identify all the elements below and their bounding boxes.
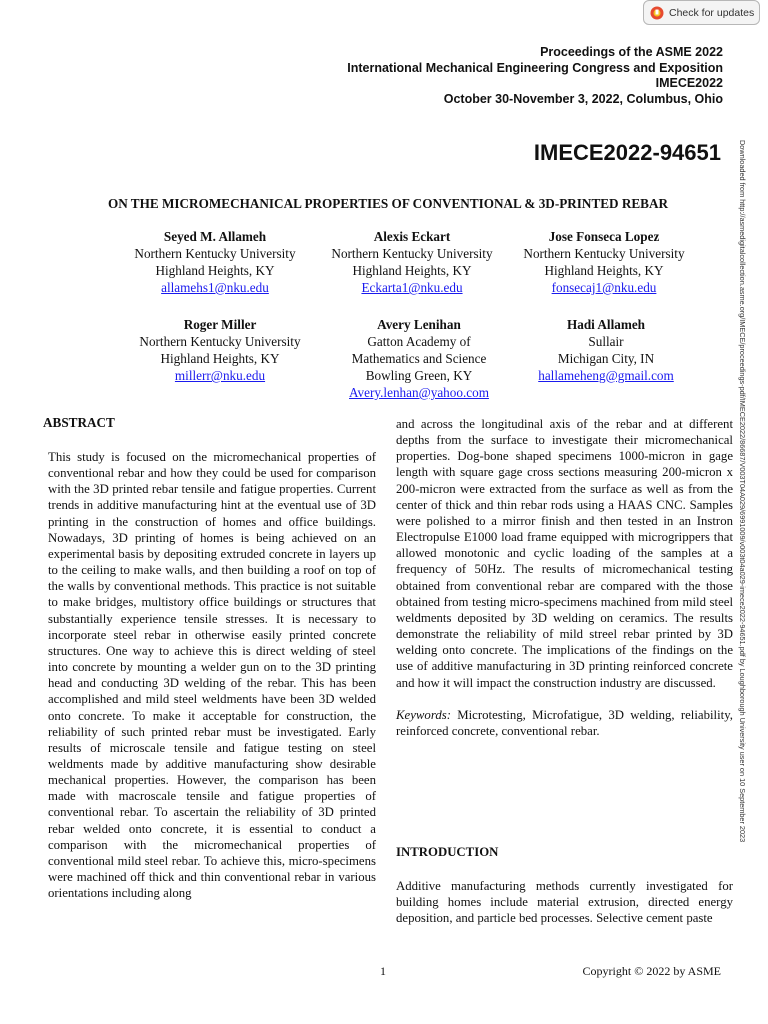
- author-block: [115, 228, 315, 296]
- keywords-label: Keywords:: [396, 707, 451, 722]
- proceedings-line-3: IMECE2022: [655, 76, 723, 90]
- keywords-text: Microtesting, Microfatigue, 3D welding, reliability, reinforced concrete, conventional rebar.: [396, 707, 733, 738]
- download-watermark: Downloaded from http://asmedigitalcollection.asme.org/IMECE/proceedings-pdf/IMECE2022/86687/V003T04A029/6991009/v003t04a029-imece2022-94651.pdf by Loughborough University user on 10 September 2023: [738, 140, 747, 843]
- check-for-updates-label: Check for updates: [669, 6, 755, 19]
- author-affiliation: Northern Kentucky University: [523, 246, 685, 261]
- author-block: [120, 316, 320, 384]
- author-affiliation: Northern Kentucky University: [139, 334, 301, 349]
- author-affiliation-2: Mathematics and Science: [351, 351, 487, 366]
- author-email-link[interactable]: Avery.lenhan@yahoo.com: [349, 385, 489, 400]
- proceedings-header: [347, 45, 723, 107]
- abstract-text-right: and across the longitudinal axis of the rebar and at different depths from the surface to investigate their micromechanical properties. Dog-bone shaped specimens 1000-micron in gage length with square gage cross sections measuring 200-micron x 200-micron were extracted from the surface as well as from the center of thick and thin rebar rods using a HAAS CNC. Samples were polished to a mirror finish and then tested in an Instron Electropulse E1000 load frame equipped with microgrippers that allowed monotonic and cyclic loading of the samples at a frequency of 50Hz. The results of micromechanical testing obtained from conventional rebar are compared with the those obtained from testing micro-specimens machined from mild steel weldments deposited by 3D welding on ceramics. The results demonstrate the reliability of mild streel rebar printed by 3D welding onto concrete. The implications of the findings on the use of additive manufacturing in 3D printing reinforced concrete and how it will impact the construction industry are discussed.: [396, 417, 733, 690]
- keywords: [396, 707, 733, 739]
- page-number: 1: [380, 964, 386, 978]
- proceedings-line-4: October 30-November 3, 2022, Columbus, Ohio: [443, 91, 723, 106]
- check-for-updates-button[interactable]: [643, 0, 760, 25]
- author-affiliation: Northern Kentucky University: [331, 246, 493, 261]
- paper-id: IMECE2022-94651: [533, 140, 721, 165]
- author-block: [319, 316, 519, 401]
- author-affiliation: Gatton Academy of: [367, 334, 471, 349]
- author-name: Jose Fonseca Lopez: [548, 229, 660, 244]
- author-location: Bowling Green, KY: [365, 368, 473, 383]
- author-name: Avery Lenihan: [377, 317, 461, 332]
- author-location: Highland Heights, KY: [352, 263, 472, 278]
- author-email-link[interactable]: Eckarta1@nku.edu: [361, 280, 463, 295]
- abstract-heading: ABSTRACT: [43, 415, 115, 430]
- abstract-left-column: [48, 449, 376, 901]
- author-location: Highland Heights, KY: [544, 263, 664, 278]
- proceedings-line-2: International Mechanical Engineering Congress and Exposition: [347, 60, 723, 75]
- author-name: Roger Miller: [183, 317, 257, 332]
- abstract-right-column: [396, 416, 733, 739]
- author-email-link[interactable]: millerr@nku.edu: [174, 368, 266, 383]
- author-location: Michigan City, IN: [557, 351, 655, 366]
- introduction-text: Additive manufacturing methods currently investigated for building homes include material extrusion, directed energy deposition, and particle bed processes. Selective cement paste: [396, 879, 733, 926]
- author-affiliation: Sullair: [588, 334, 624, 349]
- author-block: [312, 228, 512, 296]
- author-name: Seyed M. Allameh: [163, 229, 267, 244]
- copyright: Copyright © 2022 by ASME: [582, 964, 721, 978]
- author-email-link[interactable]: fonsecaj1@nku.edu: [551, 280, 657, 295]
- introduction-section: [396, 844, 733, 927]
- author-name: Hadi Allameh: [566, 317, 646, 332]
- author-name: Alexis Eckart: [373, 229, 451, 244]
- abstract-text-left: This study is focused on the micromechanical properties of conventional rebar and how they could be used for comparison with the 3D printed rebar tensile and fatigue properties. Current trends in additive manufacturing hint at the eventual use of 3D printing in the construction of homes and office buildings. Nowadays, 3D printing of homes is being achieved on an experimental basis by depositing extruded concrete in layers up to the ceiling to make walls, and then building a roof on top of the walls by conventional methods. This practice is not suitable to make bridges, multistory office buildings or structures that substantially experience tensile stresses. It is necessary to incorporate steel rebar in otherwise easily printed concrete structures. One way to achieve this is direct welding of steel into concrete by mounting a welder gun on to the 3D printing head and conducting 3D welding of the rebar. This has been accomplished and mild steel weldments have been 3D welded onto concrete. To make it acceptable for construction, the reliability of such printed rebar must be investigated. Early results of microscale tensile and fatigue testing on steel weldments made by additive manufacturing show desirable mechanical properties. However, the comparison has been made with macroscale tensile and fatigue properties of conventional rebar. To ascertain the reliability of 3D printed rebar welded onto concrete, it is essential to conduct a comparison with the micromechanical properties of conventional mild steel rebar. To achieve this, micro-specimens were machined off thick and thin conventional rebar in various orientations including along: [48, 450, 376, 901]
- proceedings-line-1: Proceedings of the ASME 2022: [540, 45, 723, 59]
- author-location: Highland Heights, KY: [160, 351, 280, 366]
- author-location: Highland Heights, KY: [155, 263, 275, 278]
- author-block: [506, 316, 706, 384]
- author-email-link[interactable]: allamehs1@nku.edu: [161, 280, 269, 295]
- paper-title: ON THE MICROMECHANICAL PROPERTIES OF CONVENTIONAL & 3D-PRINTED REBAR: [107, 196, 669, 211]
- update-badge-icon: [650, 6, 664, 20]
- author-block: [504, 228, 704, 296]
- author-affiliation: Northern Kentucky University: [134, 246, 296, 261]
- author-email-link[interactable]: hallameheng@gmail.com: [538, 368, 674, 383]
- introduction-heading: INTRODUCTION: [396, 845, 499, 859]
